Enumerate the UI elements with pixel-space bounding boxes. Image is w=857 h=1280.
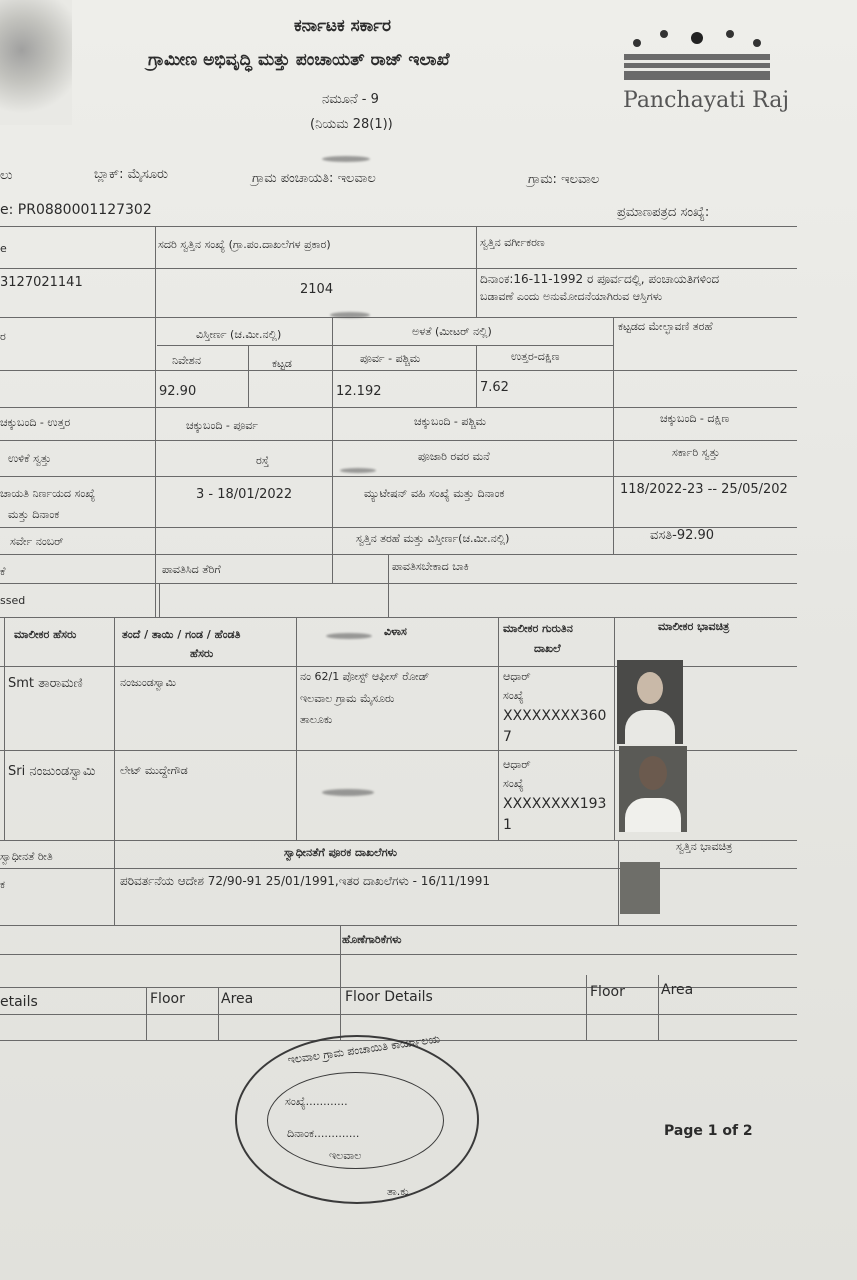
north-boundary-value: ಉಳಿಕೆ ಸ್ವತ್ತು (8, 452, 52, 465)
classification-value-2: ಬಡಾವಣೆ ಎಂದು ಅನುಮೋದನೆಯಾಗಿರುವ ಆಸ್ತಿಗಳು (480, 290, 663, 303)
property-photo-label: ಸ್ವತ್ತಿನ ಭಾವಚಿತ್ರ (676, 840, 733, 853)
seal-ring-text: ಇಲವಾಲ ಗ್ರಾಮ ಪಂಚಾಯಿತಿ ಕಾರ್ಯಾಲಯ (286, 1032, 441, 1067)
owner-2-aadhaar: XXXXXXXX193 (503, 796, 607, 812)
resolution-label-1: ಚಾಯತಿ ನಿರ್ಣಯದ ಸಂಖ್ಯೆ (0, 487, 96, 500)
north-boundary-label: ಚಕ್ಕುಬಂದಿ - ಉತ್ತರ (0, 416, 71, 429)
site-area-value: 92.90 (159, 384, 197, 399)
taluk: ಬ್ಲಾಕ್: ಮೈಸೂರು (94, 167, 169, 182)
building-label: ಕಟ್ಟಡ (272, 357, 292, 370)
owner-1-aadhaar: XXXXXXXX360 (503, 708, 607, 724)
possession-method-value: ಕ (0, 878, 5, 891)
owner-2-id-1: ಆಧಾರ್ (503, 758, 531, 771)
dimensions-col0: ರ (0, 330, 6, 343)
owner-2-relation: ಲೇಟ್ ಮುದ್ದೇಗೌಡ (120, 764, 188, 777)
seal-place: ಇಲವಾಲ (329, 1149, 362, 1162)
area-label: ವಿಸ್ತೀರ್ಣ (ಚ.ಮೀ.ನಲ್ಲಿ) (196, 328, 282, 341)
floor-details-left: etails (0, 994, 38, 1010)
west-boundary-value: ಪೂಜಾರಿ ರವರ ಮನೆ (418, 450, 490, 463)
seal-number: ಸಂಖ್ಯೆ............ (285, 1095, 348, 1108)
id-document-header: ಮಾಲೀಕರ ಗುರುತಿನ (503, 622, 573, 635)
east-west-value: 12.192 (336, 384, 382, 399)
logo-text: Panchayati Raj (623, 88, 790, 113)
tax-paid-label: ಪಾವತಿಸಿದ ತೆರಿಗೆ (162, 563, 221, 576)
owner-1-relation: ನಂಜುಂಡಸ್ವಾಮಿ (120, 676, 176, 689)
possession-docs-label: ಸ್ವಾಧೀನತೆಗೆ ಪೂರಕ ದಾಖಲೆಗಳು (284, 846, 398, 859)
assessed-label: ssed (0, 594, 26, 607)
relation-header: ತಂದೆ / ತಾಯಿ / ಗಂಡ / ಹೆಂಡತಿ (122, 628, 241, 641)
floor-right: Floor (590, 984, 625, 1000)
area-left: Area (221, 991, 254, 1007)
panchayat-seal (235, 1032, 479, 1204)
seal-taluk: ತಾ.ಕು (387, 1185, 409, 1198)
owner-2-photo (619, 746, 687, 832)
col-header-e: e (0, 242, 7, 255)
form-number: ನಮೂನೆ - 9 (322, 92, 379, 107)
address-header: ವಿಳಾಸ (384, 625, 407, 638)
owner-1-address-1: ನಂ 62/1 ಪೋಸ್ಟ್ ಆಫೀಸ್ ರೋಡ್ (300, 670, 430, 683)
floor-details-right: Floor Details (345, 989, 433, 1005)
old-number-value: 2104 (300, 282, 334, 297)
classification-value: ದಿನಾಂಕ:16-11-1992 ರ ಪೂರ್ವದಲ್ಲಿ, ಪಂಚಾಯತಿಗಳಿಂದ (480, 272, 720, 286)
type-area-label: ಸ್ವತ್ತಿನ ತರಹೆ ಮತ್ತು ವಿಸ್ತೀರ್ಣ(ಚ.ಮೀ.ನಲ್ಲಿ) (356, 532, 510, 545)
classification-label: ಸ್ವತ್ತಿನ ವರ್ಗೀಕರಣ (480, 236, 545, 249)
mutation-value: 118/2022-23 -- 25/05/202 (620, 482, 788, 497)
page-number: Page 1 of 2 (664, 1123, 753, 1139)
east-boundary-label: ಚಕ್ಕುಬಂದಿ - ಪೂರ್ವ (186, 419, 259, 432)
roof-type-label: ಕಟ್ಟಡದ ಮೇಲ್ಛಾವಣಿ ತರಹೆ (618, 320, 713, 333)
south-boundary-label: ಚಕ್ಕುಬಂದಿ - ದಕ್ಷಿಣ (660, 412, 730, 425)
type-area-value: ವಸತಿ-92.90 (650, 528, 715, 543)
old-number-label: ಸದರಿ ಸ್ವತ್ತಿನ ಸಂಖ್ಯೆ (ಗ್ರಾ.ಪಂ.ದಾಖಲೆಗಳ ಪ್ರಕಾರ) (158, 238, 331, 251)
liabilities-label: ಹೊಣೆಗಾರಿಕೆಗಳು (342, 933, 402, 946)
certificate-number-label: ಪ್ರಮಾಣಪತ್ರದ ಸಂಖ್ಯೆ: (617, 205, 710, 220)
property-id: e: PR0880001127302 (0, 202, 152, 218)
owner-1-name: Smt ತಾರಾಮಣಿ (8, 676, 83, 691)
seal-date: ದಿನಾಂಕ............. (287, 1127, 360, 1140)
owner-photo-header: ಮಾಲೀಕರ ಭಾವಚಿತ್ರ (658, 620, 730, 633)
owner-name-header: ಮಾಲೀಕರ ಹೆಸರು (14, 628, 77, 641)
owner-1-aadhaar-2: 7 (503, 729, 512, 745)
north-south-label: ಉತ್ತರ-ದಕ್ಷಿಣ (511, 350, 560, 363)
owner-1-id-1: ಆಧಾರ್ (503, 670, 531, 683)
owner-1-address-2: ಇಲವಾಲ ಗ್ರಾಮ ಮೈಸೂರು (300, 692, 395, 705)
property-photo (620, 862, 660, 914)
east-west-label: ಪೂರ್ವ - ಪಶ್ಚಿಮ (360, 352, 421, 365)
relation-header-2: ಹೆಸರು (190, 647, 214, 660)
taluk-prefix: ಲು (0, 168, 13, 183)
village: ಗ್ರಾಮ: ಇಲವಾಲ (528, 172, 600, 187)
state-emblem-icon (0, 0, 72, 125)
resolution-label-2: ಮತ್ತು ದಿನಾಂಕ (8, 508, 60, 521)
north-south-value: 7.62 (480, 380, 509, 395)
area-right: Area (661, 982, 694, 998)
state-government-title: ಕರ್ನಾಟಕ ಸರ್ಕಾರ (294, 16, 392, 36)
mutation-label: ಮ್ಯುಟೇಷನ್ ವಹಿ ಸಂಖ್ಯೆ ಮತ್ತು ದಿನಾಂಕ (364, 487, 505, 500)
owner-1-photo (617, 660, 683, 744)
possession-docs-value: ಪರಿವರ್ತನೆಯ ಆದೇಶ 72/90-91 25/01/1991,ಇತರ ದಾಖಲೆಗಳು - 16/11/1991 (120, 874, 490, 888)
owner-2-aadhaar-2: 1 (503, 817, 512, 833)
resolution-value: 3 - 18/01/2022 (196, 487, 293, 502)
property-id-value: 3127021141 (0, 275, 83, 290)
owner-2-id-2: ಸಂಖ್ಯೆ (503, 777, 524, 790)
owner-1-address-3: ತಾಲೂಕು (300, 713, 333, 726)
rule-number: (ನಿಯಮ 28(1)) (310, 117, 393, 132)
owner-1-id-2: ಸಂಖ್ಯೆ (503, 689, 524, 702)
size-label: ಅಳತೆ (ಮೀಟರ್ ನಲ್ಲಿ) (412, 325, 492, 338)
survey-number-label: ಸರ್ವೇ ನಂಬರ್ (10, 535, 64, 548)
tax-due-label: ಪಾವತಿಸಬೇಕಾದ ಬಾಕಿ (392, 560, 469, 573)
west-boundary-label: ಚಕ್ಕುಬಂದಿ - ಪಶ್ಚಿಮ (414, 415, 487, 428)
gram-panchayat: ಗ್ರಾಮ ಪಂಚಾಯತಿ: ಇಲವಾಲ (252, 171, 376, 186)
department-title: ಗ್ರಾಮೀಣ ಅಭಿವೃದ್ಧಿ ಮತ್ತು ಪಂಚಾಯತ್ ರಾಜ್ ಇಲಾಖೆ (148, 50, 450, 70)
floor-left: Floor (150, 991, 185, 1007)
east-boundary-value: ರಸ್ತೆ (256, 454, 270, 467)
tax-col0: ಕೆ (0, 565, 6, 578)
possession-method-label: ಸ್ವಾಧೀನತೆ ರೀತಿ (0, 850, 53, 863)
owner-2-name: Sri ನಂಜುಂಡಸ್ವಾಮಿ (8, 764, 96, 779)
id-document-header-2: ದಾಖಲೆ (534, 642, 561, 655)
site-label: ನಿವೇಶನ (172, 354, 201, 367)
panchayati-raj-logo-icon (622, 26, 772, 86)
south-boundary-value: ಸರ್ಕಾರಿ ಸ್ವತ್ತು (672, 446, 720, 459)
